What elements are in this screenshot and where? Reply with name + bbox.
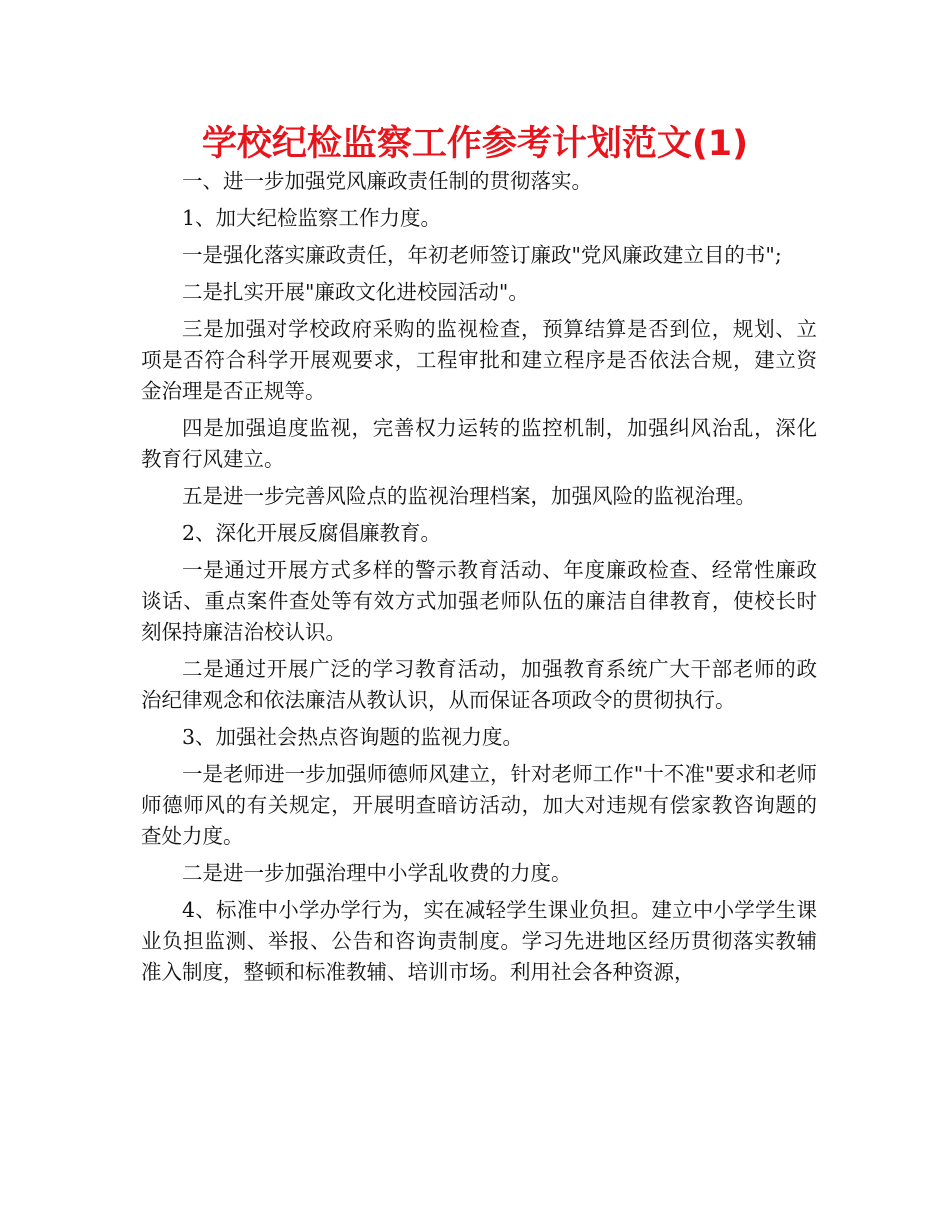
document-title: 学校纪检监察工作参考计划范文(1) xyxy=(201,124,749,164)
paragraph-section-1-heading: 一、进一步加强党风廉政责任制的贯彻落实。 xyxy=(182,169,592,193)
paragraph-item-3-point-1: 一是老师进一步加强师德师风建立，针对老师工作"十不准"要求和老师师德师风的有关规定，开展明查暗访活动，加大对违规有偿家教咨询题的查处力度。 xyxy=(141,762,817,848)
paragraph-item-1-point-5: 五是进一步完善风险点的监视治理档案，加强风险的监视治理。 xyxy=(182,484,756,508)
paragraph-item-1-point-3: 三是加强对学校政府采购的监视检查，预算结算是否到位，规划、立项是否符合科学开展观要求，工程审批和建立程序是否依法合规，建立资金治理是否正规等。 xyxy=(141,317,817,403)
paragraph-item-2-point-2: 二是通过开展广泛的学习教育活动，加强教育系统广大干部老师的政治纪律观念和依法廉洁从教认识，从而保证各项政令的贯彻执行。 xyxy=(141,657,817,712)
paragraph-item-1-point-4: 四是加强追度监视，完善权力运转的监控机制，加强纠风治乱，深化教育行风建立。 xyxy=(141,416,817,471)
paragraph-item-3-point-2: 二是进一步加强治理中小学乱收费的力度。 xyxy=(182,861,572,885)
document-body xyxy=(141,166,817,988)
paragraph-item-1-heading: 1、加大纪检监察工作力度。 xyxy=(182,206,442,230)
paragraph-item-3-heading: 3、加强社会热点咨询题的监视力度。 xyxy=(182,725,524,749)
paragraph-item-1-point-2: 二是扎实开展"廉政文化进校园活动"。 xyxy=(182,280,529,304)
paragraph-item-2-point-1: 一是通过开展方式多样的警示教育活动、年度廉政检查、经常性廉政谈话、重点案件查处等有效方式加强老师队伍的廉洁自律教育，使校长时刻保持廉洁治校认识。 xyxy=(141,558,817,644)
paragraph-item-4: 4、标准中小学办学行为，实在减轻学生课业负担。建立中小学学生课业负担监测、举报、公告和咨询责制度。学习先进地区经历贯彻落实教辅准入制度，整顿和标准教辅、培训市场。利用社会各种资源， xyxy=(141,898,817,984)
paragraph-item-2-heading: 2、深化开展反腐倡廉教育。 xyxy=(182,521,442,545)
paragraph-item-1-point-1: 一是强化落实廉政责任，年初老师签订廉政"党风廉政建立目的书"; xyxy=(182,243,782,267)
